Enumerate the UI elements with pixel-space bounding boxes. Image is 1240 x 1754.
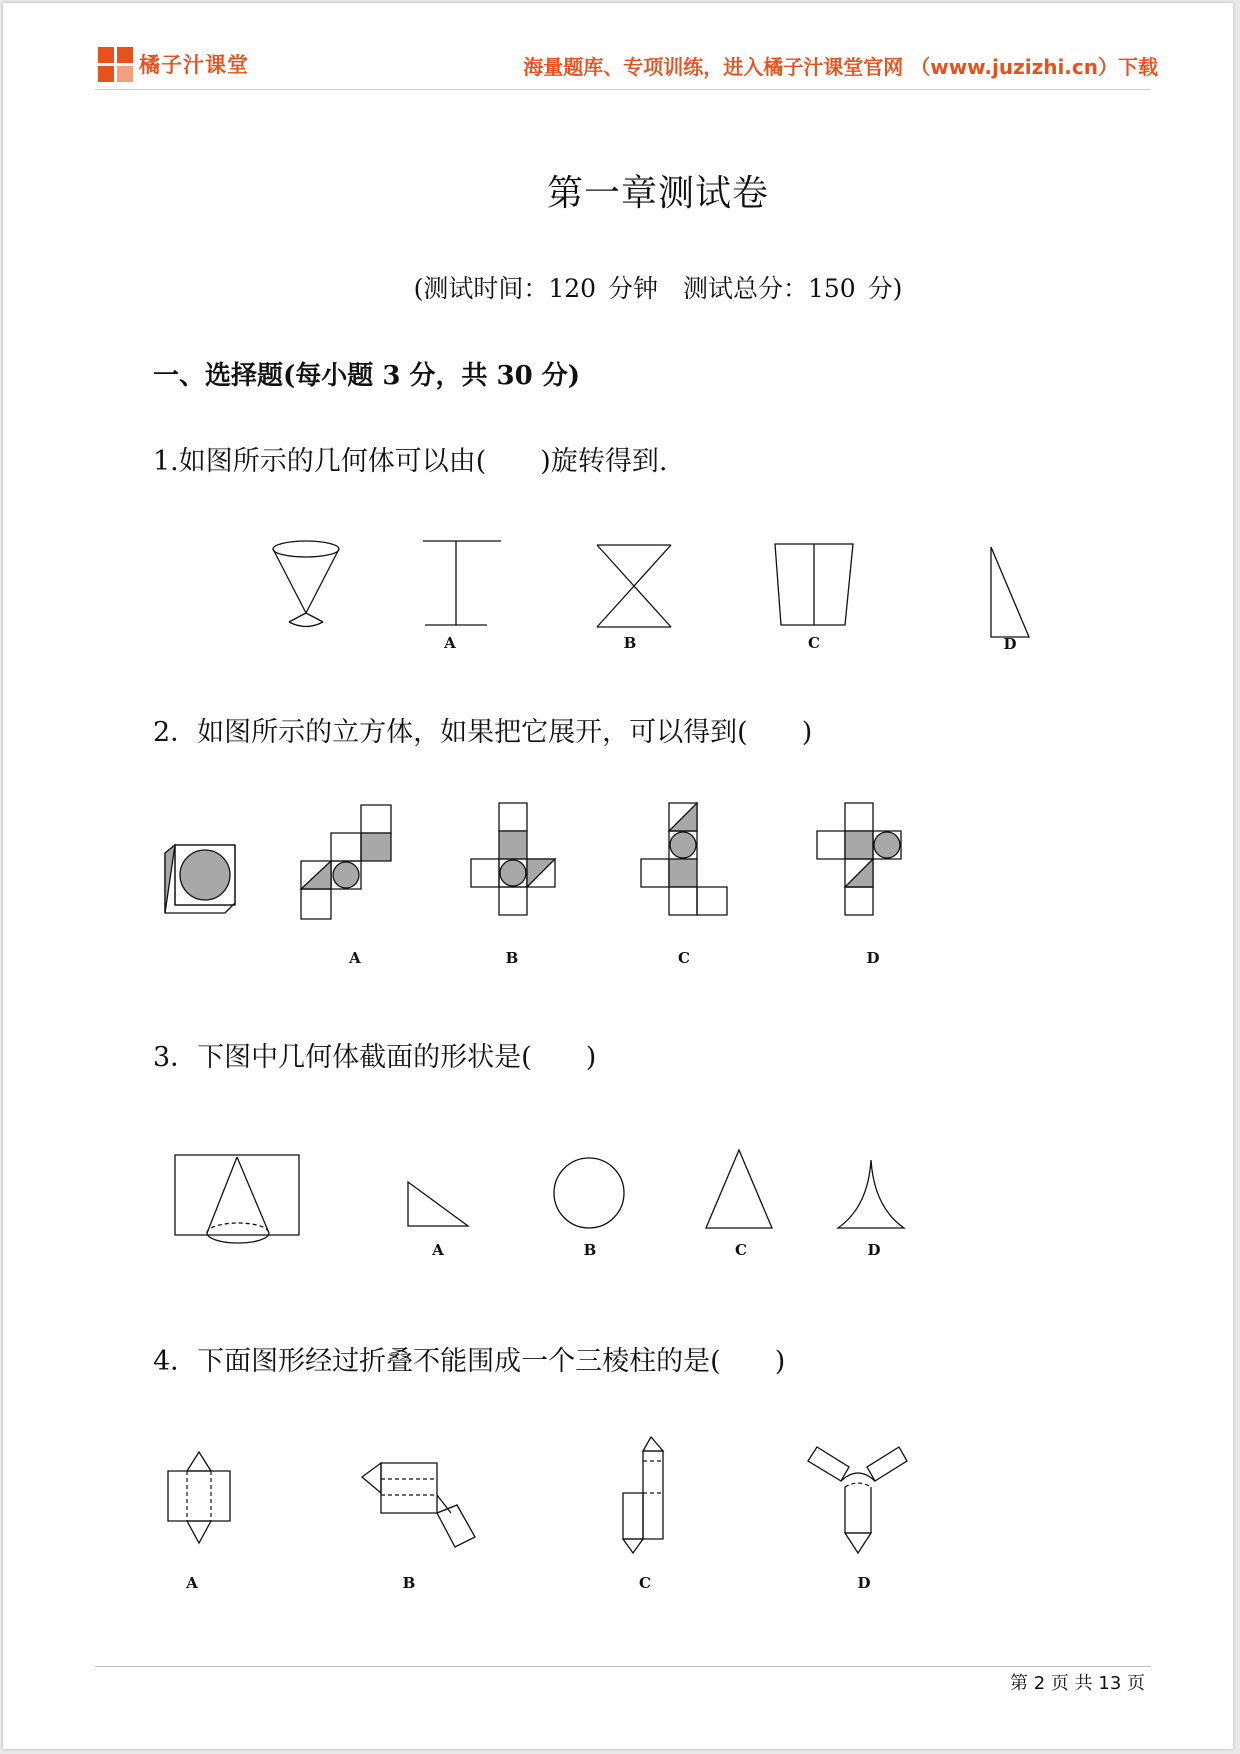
q2-option-d-label: D — [866, 949, 880, 967]
question-4-text: 4．下面图形经过折叠不能围成一个三棱柱的是( ) — [153, 1346, 786, 1377]
page-number: 第 2 页 共 13 页 — [1010, 1673, 1145, 1694]
footer-divider — [95, 1666, 1151, 1667]
question-2-text: 2．如图所示的立方体，如果把它展开，可以得到( ) — [153, 717, 813, 748]
q2-option-b-figure — [469, 801, 559, 919]
q2-option-c-figure — [639, 801, 731, 921]
q3-option-a-figure — [405, 1179, 471, 1229]
q1-option-a-label: A — [444, 634, 456, 652]
q2-option-a-label: A — [349, 949, 361, 967]
q4-option-a-label: A — [186, 1574, 198, 1592]
brand-logo-icon — [98, 47, 134, 83]
q2-option-b-label: B — [505, 949, 519, 967]
q4-option-a-figure — [165, 1449, 233, 1547]
page-title: 第一章测试卷 — [546, 173, 769, 214]
brand-name: 橘子汁课堂 — [139, 53, 249, 77]
document-page — [3, 3, 1233, 1749]
page-subtitle: (测试时间：120 分钟 测试总分：150 分) — [413, 274, 903, 303]
q3-option-b-label: B — [583, 1241, 597, 1259]
q1-option-d-figure — [987, 545, 1033, 639]
q3-cone-section-figure — [173, 1153, 301, 1245]
q4-option-b-label: B — [402, 1574, 416, 1592]
q3-option-b-figure — [551, 1155, 627, 1231]
q3-option-c-label: C — [735, 1241, 747, 1259]
q4-option-b-figure — [359, 1459, 477, 1553]
q4-option-c-label: C — [639, 1574, 651, 1592]
header-divider — [95, 89, 1151, 90]
question-3-text: 3．下图中几何体截面的形状是( ) — [153, 1042, 597, 1073]
q2-option-c-label: C — [678, 949, 690, 967]
q1-solid-figure — [271, 539, 341, 629]
q4-option-d-figure — [805, 1439, 911, 1557]
q2-option-a-figure — [299, 803, 393, 923]
section-heading: 一、选择题(每小题 3 分，共 30 分) — [153, 361, 581, 391]
q1-option-d-label: D — [1003, 635, 1017, 653]
q3-option-a-label: A — [432, 1241, 444, 1259]
q4-option-d-label: D — [857, 1574, 871, 1592]
question-1-text: 1.如图所示的几何体可以由( )旋转得到. — [153, 446, 668, 477]
q2-option-d-figure — [815, 801, 905, 919]
q3-option-d-figure — [835, 1157, 907, 1231]
q1-option-b-label: B — [623, 634, 637, 652]
q1-option-c-figure — [773, 541, 855, 627]
q1-option-a-figure — [421, 539, 503, 627]
q3-option-d-label: D — [867, 1241, 881, 1259]
q1-option-c-label: C — [808, 634, 820, 652]
q1-option-b-figure — [595, 543, 673, 629]
q4-option-c-figure — [619, 1433, 675, 1561]
header-promo-text: 海量题库、专项训练，进入橘子汁课堂官网 （www.juzizhi.cn）下载 — [523, 55, 1158, 79]
q2-cube-figure — [163, 843, 239, 915]
q3-option-c-figure — [703, 1147, 775, 1231]
